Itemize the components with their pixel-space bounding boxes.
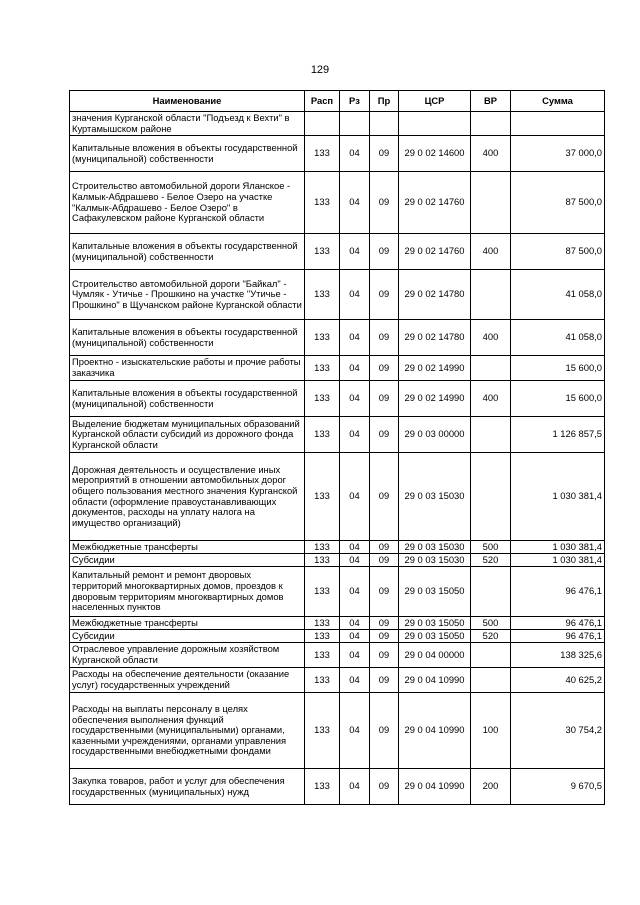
cell-rz: 04 — [340, 356, 370, 381]
cell-rz: 04 — [340, 567, 370, 617]
table-row — [70, 643, 605, 668]
cell-rasp: 133 — [305, 453, 340, 541]
header-row — [70, 91, 605, 112]
cell-rz: 04 — [340, 630, 370, 643]
cell-name: Капитальные вложения в объекты государственной (муниципальной) собственности — [70, 381, 305, 417]
table-row — [70, 136, 605, 172]
table-row — [70, 112, 605, 136]
cell-rasp: 133 — [305, 356, 340, 381]
cell-name: Отраслевое управление дорожным хозяйством Курганской области — [70, 643, 305, 668]
cell-rasp: 133 — [305, 381, 340, 417]
cell-csr: 29 0 02 14990 — [399, 356, 471, 381]
cell-name: Капитальные вложения в объекты государственной (муниципальной) собственности — [70, 234, 305, 270]
cell-rz: 04 — [340, 453, 370, 541]
cell-csr: 29 0 04 00000 — [399, 643, 471, 668]
cell-rasp: 133 — [305, 172, 340, 234]
cell-csr: 29 0 03 15030 — [399, 554, 471, 567]
table-row — [70, 320, 605, 356]
cell-rz: 04 — [340, 270, 370, 320]
table-row — [70, 270, 605, 320]
cell-pr: 09 — [370, 417, 399, 453]
cell-pr: 09 — [370, 356, 399, 381]
cell-csr: 29 0 02 14760 — [399, 234, 471, 270]
cell-vr: 100 — [471, 693, 511, 769]
cell-csr — [399, 112, 471, 136]
header-vr: ВР — [471, 91, 511, 112]
cell-csr: 29 0 02 14780 — [399, 320, 471, 356]
table-row — [70, 617, 605, 630]
header-csr: ЦСР — [399, 91, 471, 112]
cell-name: Строительство автомобильной дороги "Байкал" - Чумляк - Утичье - Прошкино на участке "Утичье - Прошкино" в Щучанском районе Курганской области — [70, 270, 305, 320]
cell-pr: 09 — [370, 554, 399, 567]
cell-pr: 09 — [370, 567, 399, 617]
cell-vr — [471, 270, 511, 320]
cell-sum: 138 325,6 — [511, 643, 605, 668]
cell-name: Капитальный ремонт и ремонт дворовых территорий многоквартирных домов, проездов к дворовым территориям многоквартирных домов населенных пунктов — [70, 567, 305, 617]
cell-vr: 200 — [471, 769, 511, 805]
table-row — [70, 453, 605, 541]
cell-sum: 30 754,2 — [511, 693, 605, 769]
cell-csr: 29 0 04 10990 — [399, 769, 471, 805]
cell-name: Капитальные вложения в объекты государственной (муниципальной) собственности — [70, 320, 305, 356]
cell-rz: 04 — [340, 554, 370, 567]
cell-rz — [340, 112, 370, 136]
cell-vr — [471, 356, 511, 381]
cell-csr: 29 0 03 15050 — [399, 630, 471, 643]
cell-csr: 29 0 02 14990 — [399, 381, 471, 417]
cell-vr — [471, 172, 511, 234]
budget-table — [69, 90, 605, 805]
cell-name: Дорожная деятельность и осуществление иных мероприятий в отношении автомобильных дорог общего пользования местного значения Курганской области (оформление правоустанавливающих документов, расходы на уплату налога на имущество организаций) — [70, 453, 305, 541]
cell-pr: 09 — [370, 630, 399, 643]
cell-vr: 500 — [471, 617, 511, 630]
table-row — [70, 693, 605, 769]
cell-name: Субсидии — [70, 630, 305, 643]
cell-sum: 96 476,1 — [511, 617, 605, 630]
cell-name: Расходы на выплаты персоналу в целях обеспечения выполнения функций государственными (муниципальными) органами, казенными учреждениями, органами управления государственными внебюджетными фондами — [70, 693, 305, 769]
cell-csr: 29 0 03 15050 — [399, 567, 471, 617]
cell-rz: 04 — [340, 136, 370, 172]
cell-rz: 04 — [340, 617, 370, 630]
cell-pr — [370, 112, 399, 136]
cell-pr: 09 — [370, 453, 399, 541]
table-row — [70, 567, 605, 617]
cell-pr: 09 — [370, 172, 399, 234]
cell-csr: 29 0 03 15050 — [399, 617, 471, 630]
table-row — [70, 769, 605, 805]
page-number: 129 — [310, 64, 330, 76]
cell-sum — [511, 112, 605, 136]
cell-rasp: 133 — [305, 417, 340, 453]
cell-sum: 37 000,0 — [511, 136, 605, 172]
cell-sum: 87 500,0 — [511, 234, 605, 270]
cell-pr: 09 — [370, 769, 399, 805]
cell-vr: 520 — [471, 554, 511, 567]
cell-vr — [471, 417, 511, 453]
cell-csr: 29 0 02 14760 — [399, 172, 471, 234]
cell-csr: 29 0 03 00000 — [399, 417, 471, 453]
table-row — [70, 554, 605, 567]
cell-vr — [471, 668, 511, 693]
header-pr: Пр — [370, 91, 399, 112]
table-row — [70, 234, 605, 270]
cell-sum: 1 126 857,5 — [511, 417, 605, 453]
cell-name: Межбюджетные трансферты — [70, 617, 305, 630]
cell-vr — [471, 112, 511, 136]
cell-pr: 09 — [370, 617, 399, 630]
cell-vr: 400 — [471, 234, 511, 270]
cell-sum: 9 670,5 — [511, 769, 605, 805]
cell-sum: 87 500,0 — [511, 172, 605, 234]
header-name: Наименование — [70, 91, 305, 112]
cell-sum: 96 476,1 — [511, 567, 605, 617]
cell-sum: 41 058,0 — [511, 320, 605, 356]
cell-vr — [471, 453, 511, 541]
cell-pr: 09 — [370, 541, 399, 554]
cell-pr: 09 — [370, 668, 399, 693]
cell-sum: 96 476,1 — [511, 630, 605, 643]
table-row — [70, 668, 605, 693]
cell-vr: 400 — [471, 381, 511, 417]
cell-rz: 04 — [340, 172, 370, 234]
cell-rasp: 133 — [305, 234, 340, 270]
cell-name: Капитальные вложения в объекты государственной (муниципальной) собственности — [70, 136, 305, 172]
cell-rasp: 133 — [305, 554, 340, 567]
cell-csr: 29 0 02 14600 — [399, 136, 471, 172]
cell-vr: 400 — [471, 136, 511, 172]
cell-name: Выделение бюджетам муниципальных образований Курганской области субсидий из дорожного фонда Курганской области — [70, 417, 305, 453]
cell-vr — [471, 643, 511, 668]
cell-rasp: 133 — [305, 668, 340, 693]
cell-rz: 04 — [340, 417, 370, 453]
header-rasp: Расп — [305, 91, 340, 112]
cell-sum: 1 030 381,4 — [511, 541, 605, 554]
cell-rz: 04 — [340, 320, 370, 356]
cell-vr: 520 — [471, 630, 511, 643]
cell-name: значения Курганской области "Подъезд к Вехти" в Куртамышском районе — [70, 112, 305, 136]
cell-pr: 09 — [370, 136, 399, 172]
cell-pr: 09 — [370, 381, 399, 417]
cell-sum: 1 030 381,4 — [511, 554, 605, 567]
cell-rz: 04 — [340, 381, 370, 417]
header-sum: Сумма — [511, 91, 605, 112]
cell-name: Субсидии — [70, 554, 305, 567]
cell-rasp: 133 — [305, 136, 340, 172]
cell-rz: 04 — [340, 234, 370, 270]
cell-csr: 29 0 04 10990 — [399, 693, 471, 769]
cell-rasp: 133 — [305, 617, 340, 630]
cell-rz: 04 — [340, 693, 370, 769]
cell-rasp — [305, 112, 340, 136]
cell-sum: 15 600,0 — [511, 356, 605, 381]
cell-csr: 29 0 03 15030 — [399, 541, 471, 554]
cell-name: Межбюджетные трансферты — [70, 541, 305, 554]
cell-pr: 09 — [370, 320, 399, 356]
cell-sum: 41 058,0 — [511, 270, 605, 320]
cell-pr: 09 — [370, 643, 399, 668]
cell-name: Строительство автомобильной дороги Яланское - Калмык-Абдрашево - Белое Озеро на участке "Калмык-Абдрашево - Белое Озеро" в Сафакулевском районе Курганской области — [70, 172, 305, 234]
cell-name: Закупка товаров, работ и услуг для обеспечения государственных (муниципальных) нужд — [70, 769, 305, 805]
cell-name: Проектно - изыскательские работы и прочие работы заказчика — [70, 356, 305, 381]
table-row — [70, 356, 605, 381]
cell-vr: 500 — [471, 541, 511, 554]
cell-csr: 29 0 04 10990 — [399, 668, 471, 693]
cell-name: Расходы на обеспечение деятельности (оказание услуг) государственных учреждений — [70, 668, 305, 693]
header-rz: Рз — [340, 91, 370, 112]
cell-rasp: 133 — [305, 643, 340, 668]
table-row — [70, 630, 605, 643]
cell-csr: 29 0 03 15030 — [399, 453, 471, 541]
cell-rz: 04 — [340, 643, 370, 668]
cell-rz: 04 — [340, 769, 370, 805]
table-row — [70, 172, 605, 234]
cell-pr: 09 — [370, 693, 399, 769]
cell-vr: 400 — [471, 320, 511, 356]
cell-sum: 40 625,2 — [511, 668, 605, 693]
table-row — [70, 541, 605, 554]
cell-rz: 04 — [340, 541, 370, 554]
table-row — [70, 417, 605, 453]
cell-rasp: 133 — [305, 320, 340, 356]
cell-vr — [471, 567, 511, 617]
cell-pr: 09 — [370, 270, 399, 320]
cell-csr: 29 0 02 14780 — [399, 270, 471, 320]
cell-rasp: 133 — [305, 567, 340, 617]
cell-rz: 04 — [340, 668, 370, 693]
cell-sum: 1 030 381,4 — [511, 453, 605, 541]
cell-pr: 09 — [370, 234, 399, 270]
cell-rasp: 133 — [305, 541, 340, 554]
cell-sum: 15 600,0 — [511, 381, 605, 417]
table-row — [70, 381, 605, 417]
cell-rasp: 133 — [305, 270, 340, 320]
cell-rasp: 133 — [305, 769, 340, 805]
cell-rasp: 133 — [305, 693, 340, 769]
cell-rasp: 133 — [305, 630, 340, 643]
